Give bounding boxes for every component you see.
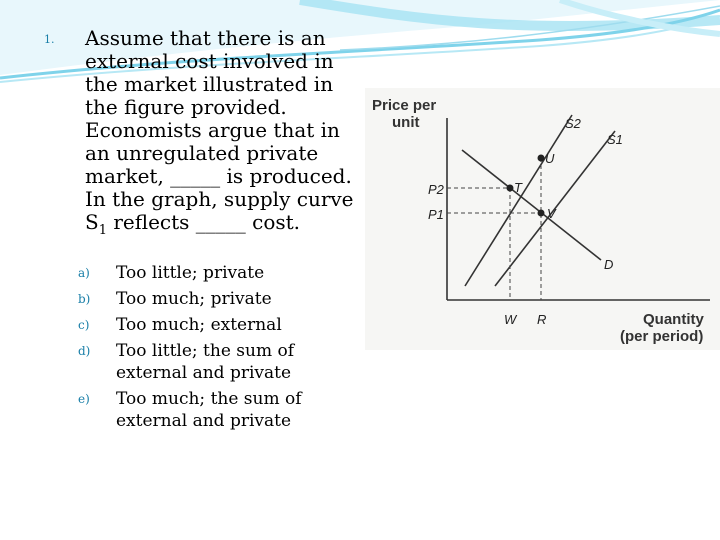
x-axis-label-line1: Quantity xyxy=(643,311,704,328)
v-label: V xyxy=(547,206,556,221)
option-a xyxy=(78,262,348,284)
option-e xyxy=(78,388,348,432)
option-text: Too little; the sum of external and private xyxy=(116,341,295,383)
question-text-part2: reflects _____ cost. xyxy=(106,210,301,234)
option-letter: c) xyxy=(78,318,90,332)
s2-label: S2 xyxy=(565,116,581,131)
p1-label: P1 xyxy=(428,207,444,222)
t-label: T xyxy=(514,180,522,195)
option-text: Too little; private xyxy=(116,263,265,283)
d-label: D xyxy=(604,257,614,272)
option-letter: d) xyxy=(78,344,91,358)
s1-label: S1 xyxy=(607,132,623,147)
point-v-marker xyxy=(538,210,545,217)
point-t-marker xyxy=(507,185,514,192)
graph-svg xyxy=(365,88,720,350)
demand-curve xyxy=(462,150,601,260)
x-axis-label-line2: (per period) xyxy=(620,328,704,345)
supply-curve-s2 xyxy=(465,115,572,286)
point-u-marker xyxy=(538,155,545,162)
supply-subscript: 1 xyxy=(98,223,107,238)
option-letter: e) xyxy=(78,392,90,406)
p2-label: P2 xyxy=(428,182,444,197)
option-b xyxy=(78,288,348,310)
question-number: 1. xyxy=(44,33,55,46)
r-label: R xyxy=(537,312,547,327)
option-letter: a) xyxy=(78,266,90,280)
option-c xyxy=(78,314,348,336)
option-letter: b) xyxy=(78,292,91,306)
option-d xyxy=(78,340,348,384)
option-text: Too much; the sum of external and private xyxy=(116,389,302,431)
question-text-part1: Assume that there is an external cost involved in the market illustrated in the figure provided. Economists argue that in an unregulated private market, _____ is produced. In the graph, supply curve S xyxy=(85,26,354,234)
option-text: Too much; private xyxy=(116,289,272,309)
supply-demand-graph xyxy=(365,88,720,350)
answer-options xyxy=(78,262,348,436)
y-axis-label-line2: unit xyxy=(392,114,420,131)
option-text: Too much; external xyxy=(116,315,282,335)
u-label: U xyxy=(545,151,555,166)
w-label: W xyxy=(504,312,517,327)
y-axis-label-line1: Price per xyxy=(372,97,437,114)
question-text xyxy=(85,27,355,242)
